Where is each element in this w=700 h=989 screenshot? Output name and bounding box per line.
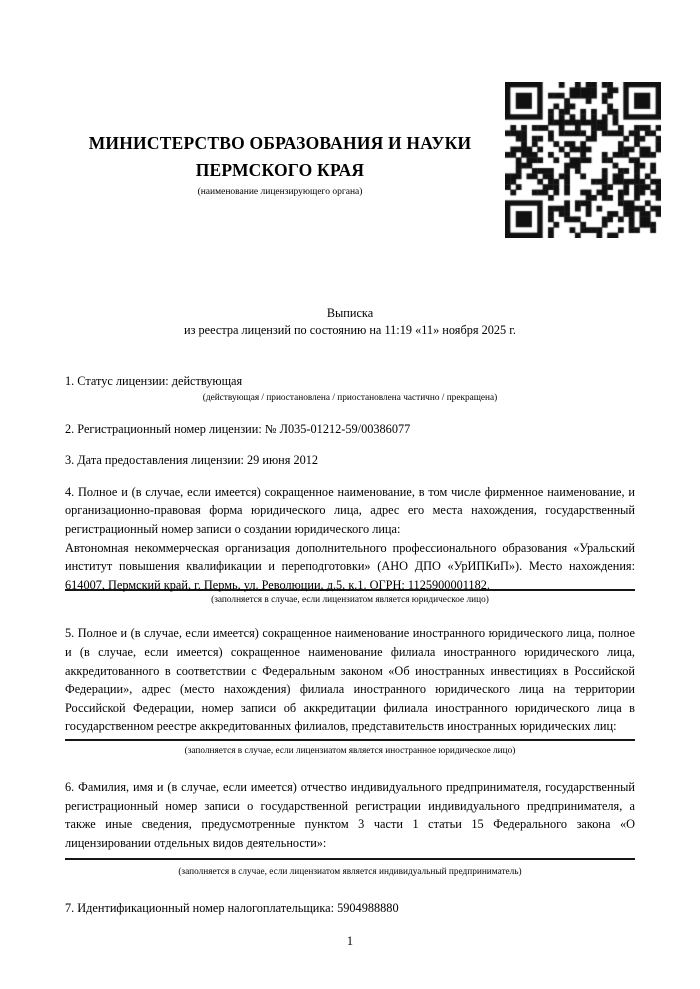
item-1-license-status: 1. Статус лицензии: действующая: [65, 374, 243, 388]
document-title-line2: из реестра лицензий по состоянию на 11:19 «11» ноября 2025 г.: [184, 323, 516, 337]
item-4-value: Автономная некоммерческая организация дополнительного профессионального образования «Уральский институт повышения квалификации и переподготовки» (АНО ДПО «УрИПКиП»). Место нахождения: 614007, Пермский край, г. Пермь, ул. Революции, д.5, к.1. ОГРН: 1125900001182.: [65, 540, 635, 592]
item-4-legal-entity: [65, 483, 635, 595]
entrepreneur-caption: (заполняется в случае, если лицензиатом является индивидуальный предприниматель): [178, 867, 522, 878]
document-title: [65, 305, 635, 339]
item-5-foreign-entity: 5. Полное и (в случае, если имеется) сокращенное наименование иностранного юридического лица, полное и (в случае, если имеется) сокращенное наименование филиала иностранного юридического лица, аккредитованного в соответствии с Федеральным законом «Об иностранных инвестициях в Российской Федерации», адрес (место нахождения) филиала иностранного юридического лица на территории Российской Федерации, номер записи об аккредитации филиала иностранного юридического лица в государственном реестре аккредитованных филиалов, представительств иностранных юридических лиц:: [65, 626, 635, 734]
status-options-caption: (действующая / приостановлена / приостановлена частично / прекращена): [202, 392, 498, 403]
divider-line-entrepreneur: [65, 858, 635, 860]
item-7-taxpayer-number: 7. Идентификационный номер налогоплательщика: 5904988880: [65, 901, 399, 916]
item-6-entrepreneur: 6. Фамилия, имя и (в случае, если имеется) отчество индивидуального предпринимателя, государственный регистрационный номер записи о государственной регистрации индивидуального предпринимателя, а также иные сведения, предусмотренные пунктом 3 части 1 статьи 15 Федерального закона «О лицензировании отдельных видов деятельности»:: [65, 779, 635, 850]
document-body: [65, 300, 635, 950]
divider-line-foreign-entity: [65, 739, 635, 741]
ministry-name-line2: ПЕРМСКОГО КРАЯ: [195, 160, 365, 180]
qr-code-image: [505, 82, 661, 238]
qr-code: [505, 82, 661, 238]
licensing-authority-header: [65, 130, 495, 197]
page-number: 1: [346, 933, 354, 948]
legal-entity-caption: (заполняется в случае, если лицензиатом является юридическое лицо): [211, 595, 489, 606]
ministry-name-line1: МИНИСТЕРСТВО ОБРАЗОВАНИЯ И НАУКИ: [88, 133, 472, 153]
document-title-line1: Выписка: [326, 306, 374, 320]
item-4-text: 4. Полное и (в случае, если имеется) сокращенное наименование, в том числе фирменное наименование, и организационно-правовая форма юридического лица, адрес его места нахождения, государственный регистрационный номер записи о создании юридического лица:: [65, 484, 635, 536]
item-2-registration-number: 2. Регистрационный номер лицензии: № Л035-01212-59/00386077: [65, 421, 411, 436]
foreign-entity-caption: (заполняется в случае, если лицензиатом является иностранное юридическое лицо): [184, 745, 516, 756]
item-3-license-date: 3. Дата предоставления лицензии: 29 июня 2012: [65, 453, 319, 468]
ministry-caption: (наименование лицензирующего органа): [197, 187, 363, 197]
